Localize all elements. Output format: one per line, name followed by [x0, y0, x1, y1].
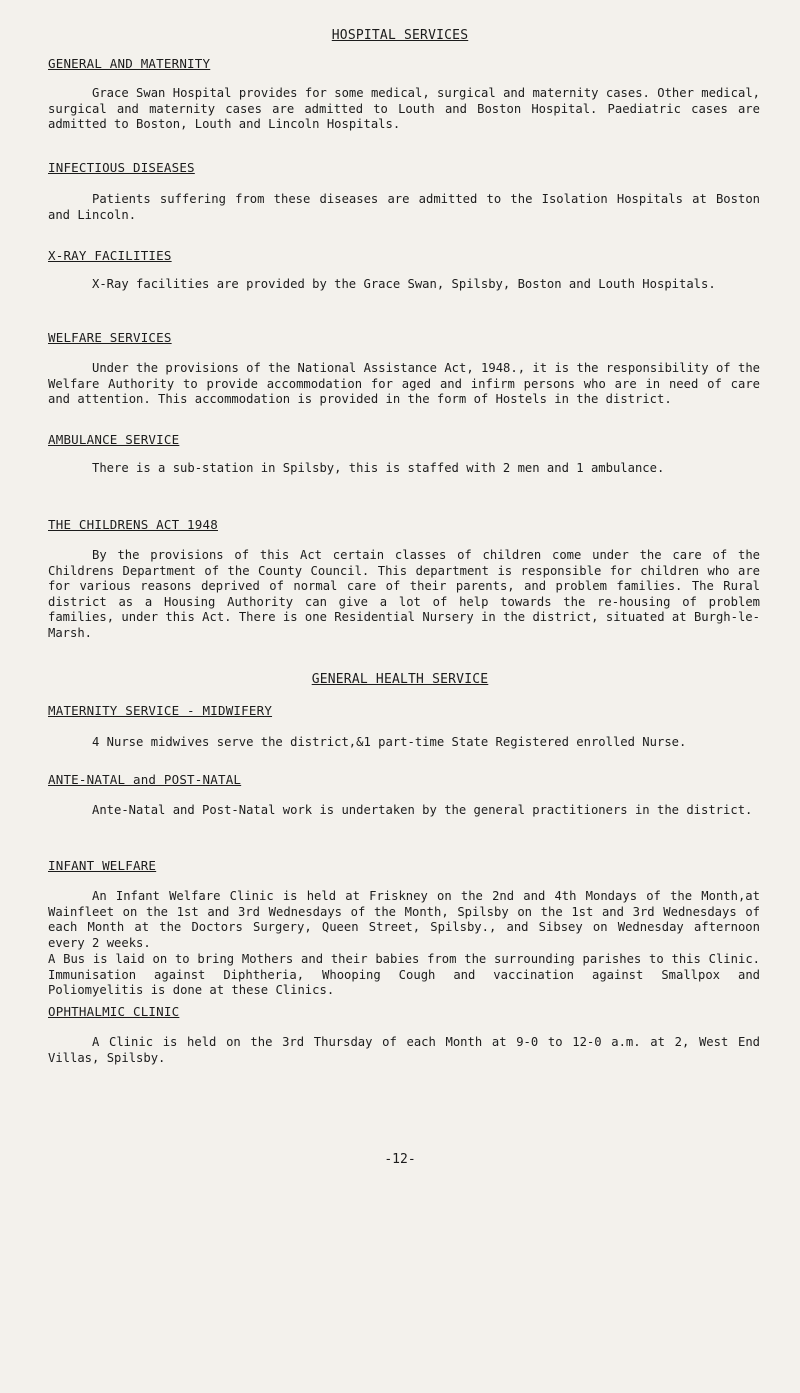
infant-welfare-heading: INFANT WELFARE — [48, 858, 157, 873]
general-health-service-heading: GENERAL HEALTH SERVICE — [311, 672, 489, 687]
general-maternity-text: Grace Swan Hospital provides for some medical, surgical and maternity cases. Other medical, surgical and maternity cases are admitted to Louth and Boston Hospital. Paediatric cases are admitted to Boston, Louth and Lincoln Hospitals. — [48, 86, 760, 131]
welfare-services-heading: WELFARE SERVICES — [48, 330, 172, 345]
page-number: -12- — [384, 1152, 416, 1167]
midwifery-heading: MATERNITY SERVICE - MIDWIFERY — [48, 703, 273, 718]
page-title: HOSPITAL SERVICES — [331, 28, 469, 43]
ambulance-service-heading: AMBULANCE SERVICE — [48, 432, 180, 447]
childrens-act-heading: THE CHILDRENS ACT 1948 — [48, 517, 218, 532]
infectious-diseases-heading: INFECTIOUS DISEASES — [48, 160, 195, 175]
infant-welfare-text: An Infant Welfare Clinic is held at Friskney on the 2nd and 4th Mondays of the Month,at Wainfleet on the 1st and 3rd Wednesdays of the Month, Spilsby on the 1st and 3rd Wednesdays of each Month at the Doctors Surgery, Queen Street, Spilsby., and Sibsey on Wednesday afternoon every 2 weeks. — [48, 889, 760, 950]
xray-facilities-text: X-Ray facilities are provided by the Grace Swan, Spilsby, Boston and Louth Hospitals. — [92, 277, 716, 291]
midwifery-text: 4 Nurse midwives serve the district,&1 part-time State Registered enrolled Nurse. — [92, 735, 687, 749]
ophthalmic-clinic-text: A Clinic is held on the 3rd Thursday of each Month at 9-0 to 12-0 a.m. at 2, West End Villas, Spilsby. — [48, 1035, 760, 1065]
ante-post-natal-text: Ante-Natal and Post-Natal work is undertaken by the general practitioners in the district. — [92, 803, 753, 817]
ambulance-service-text: There is a sub-station in Spilsby, this is staffed with 2 men and 1 ambulance. — [92, 461, 665, 475]
welfare-services-text: Under the provisions of the National Assistance Act, 1948., it is the responsibility of the Welfare Authority to provide accommodation for aged and infirm persons who are in need of care and attention. This accommodation is provided in the form of Hostels in the district. — [48, 361, 760, 406]
general-maternity-heading: GENERAL AND MATERNITY — [48, 56, 211, 71]
ophthalmic-clinic-heading: OPHTHALMIC CLINIC — [48, 1004, 180, 1019]
xray-facilities-heading: X-RAY FACILITIES — [48, 248, 172, 263]
infant-welfare-bus-text: A Bus is laid on to bring Mothers and their babies from the surrounding parishes to this Clinic. Immunisation against Diphtheria, Whooping Cough and vaccination against Smallpox and Poliomyelitis is done at these Clinics. — [48, 952, 760, 997]
ante-post-natal-heading: ANTE-NATAL and POST-NATAL — [48, 772, 242, 787]
childrens-act-text: By the provisions of this Act certain classes of children come under the care of the Childrens Department of the County Council. This department is responsible for children who are for various reasons deprived of normal care of their parents, and problem families. The Rural district as a Housing Authority can give a lot of help towards the re-housing of problem families, under this Act. There is one Residential Nursery in the district, situated at Burgh-le-Marsh. — [48, 548, 760, 640]
infectious-diseases-text: Patients suffering from these diseases are admitted to the Isolation Hospitals at Boston and Lincoln. — [48, 192, 760, 222]
